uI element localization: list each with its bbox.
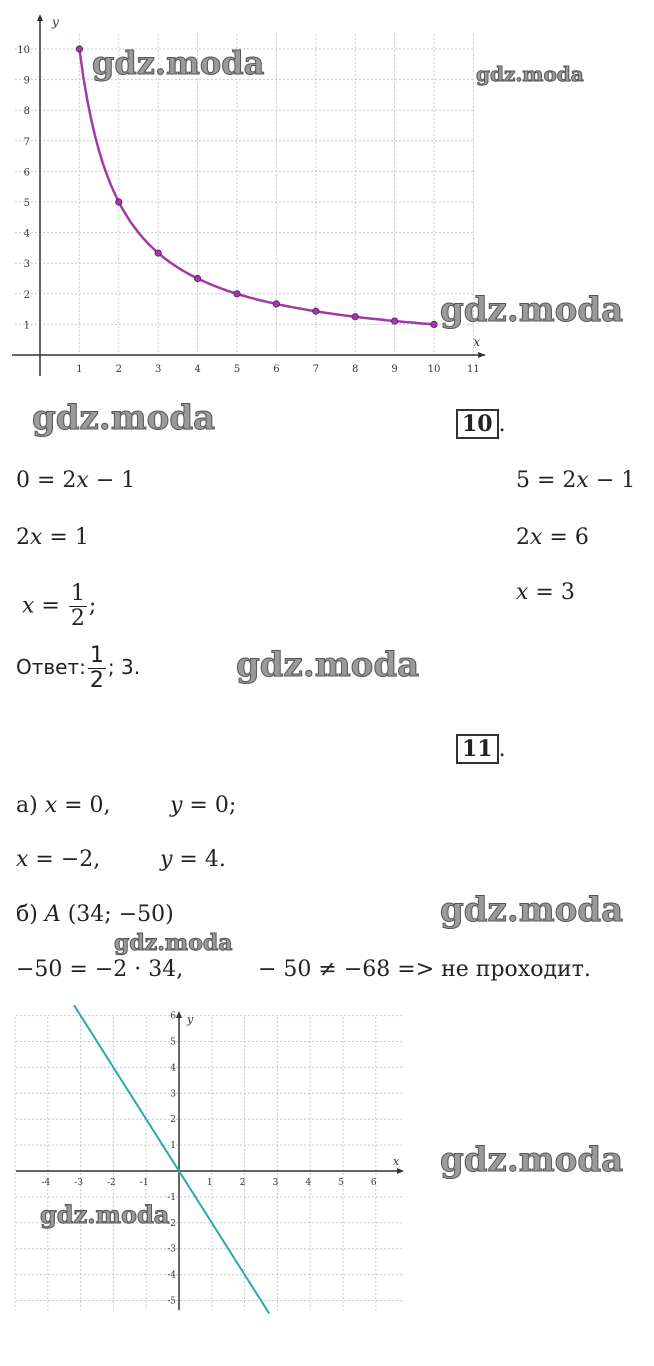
y-axis-label: y — [187, 1013, 194, 1026]
equation-line: −50 = −2 · 34, — [16, 957, 184, 982]
y-tick-label: 7 — [23, 136, 30, 148]
x-tick-label: 10 — [427, 364, 441, 375]
x-tick-label: 3 — [272, 1178, 279, 1188]
y-tick-label: -3 — [167, 1244, 176, 1255]
fraction: $\frac{1}{2}$ — [89, 643, 104, 693]
watermark: gdz.moda — [440, 290, 624, 330]
equation-line: а) x = 0, — [16, 793, 111, 818]
x-tick-label: -1 — [139, 1178, 149, 1188]
x-tick-label: 7 — [312, 364, 319, 375]
y-axis-label: y — [52, 15, 59, 29]
data-point — [391, 318, 397, 324]
y-tick-label: 4 — [170, 1063, 176, 1074]
equation-line: y = 0; — [170, 793, 237, 818]
equation-line: x = 3 — [516, 580, 575, 605]
equation-line: y = 4. — [160, 847, 226, 872]
watermark: gdz.moda — [476, 62, 584, 86]
x-tick-label: 5 — [338, 1178, 344, 1188]
watermark: gdz.moda — [236, 645, 420, 685]
watermark: gdz.moda — [32, 398, 216, 438]
equation-line: 0 = 2x − 1 — [16, 468, 136, 493]
y-tick-label: -5 — [167, 1296, 176, 1307]
data-point — [352, 314, 358, 320]
equation-line: 2x = 1 — [16, 525, 89, 550]
series-line — [74, 1005, 269, 1313]
y-tick-label: -2 — [167, 1218, 176, 1229]
data-point — [76, 46, 82, 52]
x-tick-label: 2 — [115, 364, 122, 375]
equation-line: x = $\frac{1}{2}$ ; — [22, 581, 97, 631]
x-axis-arrow — [478, 352, 485, 358]
x-tick-label: 8 — [352, 364, 359, 375]
x-axis-arrow — [397, 1168, 404, 1174]
y-tick-label: 1 — [170, 1141, 176, 1152]
x-axis-label: x — [393, 1155, 400, 1168]
series-line — [79, 49, 434, 324]
watermark: gdz.moda — [114, 930, 233, 956]
task-number-box: 11 . — [456, 734, 506, 764]
equation-line: б) A (34; −50) — [16, 902, 174, 927]
y-tick-label: 9 — [23, 75, 30, 87]
fraction: $\frac{1}{2}$ — [70, 581, 85, 631]
y-tick-label: -4 — [167, 1270, 176, 1281]
y-axis-arrow — [37, 14, 43, 21]
task-number-box: 10 . — [456, 409, 506, 439]
equation-line: − 50 ≠ −68 => не проходит. — [258, 957, 591, 982]
x-tick-label: 6 — [370, 1178, 377, 1188]
data-point — [313, 308, 319, 314]
x-tick-label: -3 — [74, 1178, 83, 1188]
x-tick-label: 9 — [391, 364, 398, 375]
equation-line: x = −2, — [16, 847, 101, 872]
x-tick-label: 1 — [76, 364, 83, 375]
y-tick-label: 2 — [170, 1115, 176, 1126]
y-tick-label: -1 — [167, 1192, 176, 1203]
data-point — [273, 301, 279, 307]
x-tick-label: 2 — [239, 1178, 246, 1188]
data-point — [155, 250, 161, 256]
x-tick-label: 6 — [273, 364, 280, 375]
y-tick-label: 10 — [17, 45, 30, 56]
x-tick-label: 1 — [206, 1178, 213, 1188]
data-point — [431, 321, 437, 327]
y-tick-label: 8 — [23, 106, 30, 118]
y-tick-label: 6 — [23, 167, 30, 179]
data-point — [234, 291, 240, 297]
y-tick-label: 2 — [23, 289, 30, 301]
task-number: 10 — [456, 409, 499, 439]
y-axis-arrow — [176, 1011, 182, 1018]
y-tick-label: 1 — [23, 320, 30, 332]
watermark: gdz.moda — [92, 44, 265, 82]
y-tick-label: 6 — [170, 1011, 176, 1022]
x-tick-label: 4 — [194, 364, 201, 375]
y-tick-label: 5 — [170, 1037, 176, 1048]
y-tick-label: 3 — [23, 259, 30, 271]
watermark: gdz.moda — [440, 890, 624, 930]
y-tick-label: 5 — [23, 198, 30, 209]
equation-line: 2x = 6 — [516, 525, 589, 550]
x-tick-label: 4 — [305, 1178, 312, 1188]
task-number: 11 — [456, 734, 499, 764]
y-tick-label: 3 — [170, 1089, 176, 1100]
x-tick-label: -4 — [41, 1178, 51, 1188]
data-point — [194, 275, 200, 281]
watermark: gdz.moda — [440, 1140, 624, 1180]
y-tick-label: 4 — [23, 228, 30, 240]
x-tick-label: -2 — [107, 1178, 116, 1188]
data-point — [116, 199, 122, 205]
x-tick-label: 3 — [155, 364, 162, 375]
x-axis-label: x — [473, 335, 481, 349]
x-tick-label: 5 — [233, 364, 241, 375]
equation-line: 5 = 2x − 1 — [516, 468, 636, 493]
watermark: gdz.moda — [40, 1200, 170, 1229]
x-tick-label: 11 — [467, 364, 480, 375]
answer-line: Ответ: $\frac{1}{2}$ ; 3. — [16, 643, 141, 693]
